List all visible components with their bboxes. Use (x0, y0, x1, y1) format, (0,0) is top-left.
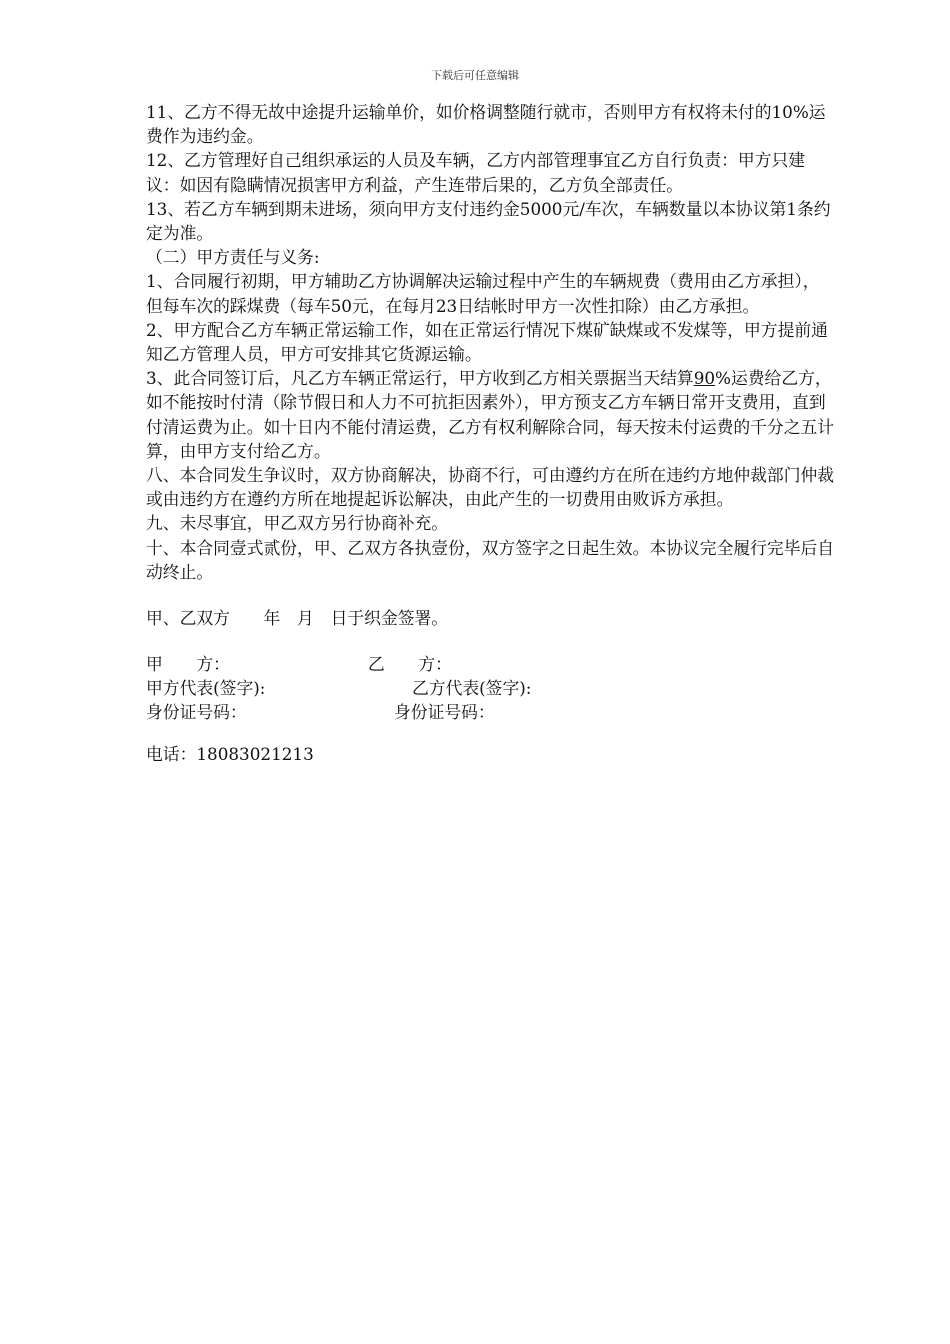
party-b-id-number: 身份证号码： (394, 702, 495, 723)
clause-8-dispute: 八、本合同发生争议时，双方协商解决，协商不行，可由遵约方在所在违约方地仲裁部门仲裁或由违约方在遵约方所在地提起诉讼解决，由此产生的一切费用由败诉方承担。 (146, 465, 835, 510)
phone-number: 电话：18083021213 (146, 744, 314, 765)
duty-3 (146, 366, 836, 463)
party-a-label: 甲 方： (146, 654, 230, 675)
party-a-representative-signature: 甲方代表(签字): (146, 678, 266, 699)
clause-9-supplement: 九、未尽事宜，甲乙双方另行协商补充。 (146, 513, 449, 534)
duty-3-text-before: 3、此合同签订后，凡乙方车辆正常运行，甲方收到乙方相关票据当天结算 (146, 368, 694, 389)
party-row (146, 652, 836, 676)
signing-date-line: 甲、乙双方 年 月 日于织金签署。 (146, 608, 449, 629)
clause-10-validity: 十、本合同壹式贰份，甲、乙双方各执壹份，双方签字之日起生效。本协议完全履行完毕后自动终止。 (146, 537, 835, 582)
party-a-id-number: 身份证号码： (146, 702, 247, 723)
clause-12: 12、乙方管理好自己组织承运的人员及车辆，乙方内部管理事宜乙方自行负责：甲方只建议：如因有隐瞒情况损害甲方利益，产生连带后果的，乙方负全部责任。 (146, 150, 806, 195)
representative-row (146, 676, 836, 700)
duty-1: 1、合同履行初期，甲方辅助乙方协调解决运输过程中产生的车辆规费（费用由乙方承担），但每车次的踩煤费（每车50元，在每月23日结帐时甲方一次性扣除）由乙方承担。 (146, 271, 820, 316)
party-b-label: 乙 方： (368, 654, 452, 675)
duty-3-underlined-percent: 90 (693, 368, 716, 389)
contract-body (146, 100, 836, 766)
section-heading-party-a-duties: （二）甲方责任与义务: (146, 247, 320, 268)
party-b-representative-signature: 乙方代表(签字): (412, 678, 532, 699)
clause-11: 11、乙方不得无故中途提升运输单价，如价格调整随行就市，否则甲方有权将未付的10%运费作为违约金。 (146, 102, 826, 147)
page-header: 下载后可任意编辑 (431, 69, 519, 82)
clause-13: 13、若乙方车辆到期未进场，须向甲方支付违约金5000元/车次，车辆数量以本协议第1条约定为准。 (146, 198, 831, 244)
duty-3-text-after: %运费给乙方，如不能按时付清（除节假日和人力不可抗拒因素外），甲方预支乙方车辆日常开支费用，直到付清运费为止。如十日内不能付清运费，乙方有权利解除合同，每天按未付运费的千分之五计算，由甲方支付给乙方。 (146, 368, 835, 461)
id-number-row (146, 700, 836, 724)
duty-2: 2、甲方配合乙方车辆正常运输工作，如在正常运行情况下煤矿缺煤或不发煤等，甲方提前通知乙方管理人员，甲方可安排其它货源运输。 (146, 319, 828, 365)
